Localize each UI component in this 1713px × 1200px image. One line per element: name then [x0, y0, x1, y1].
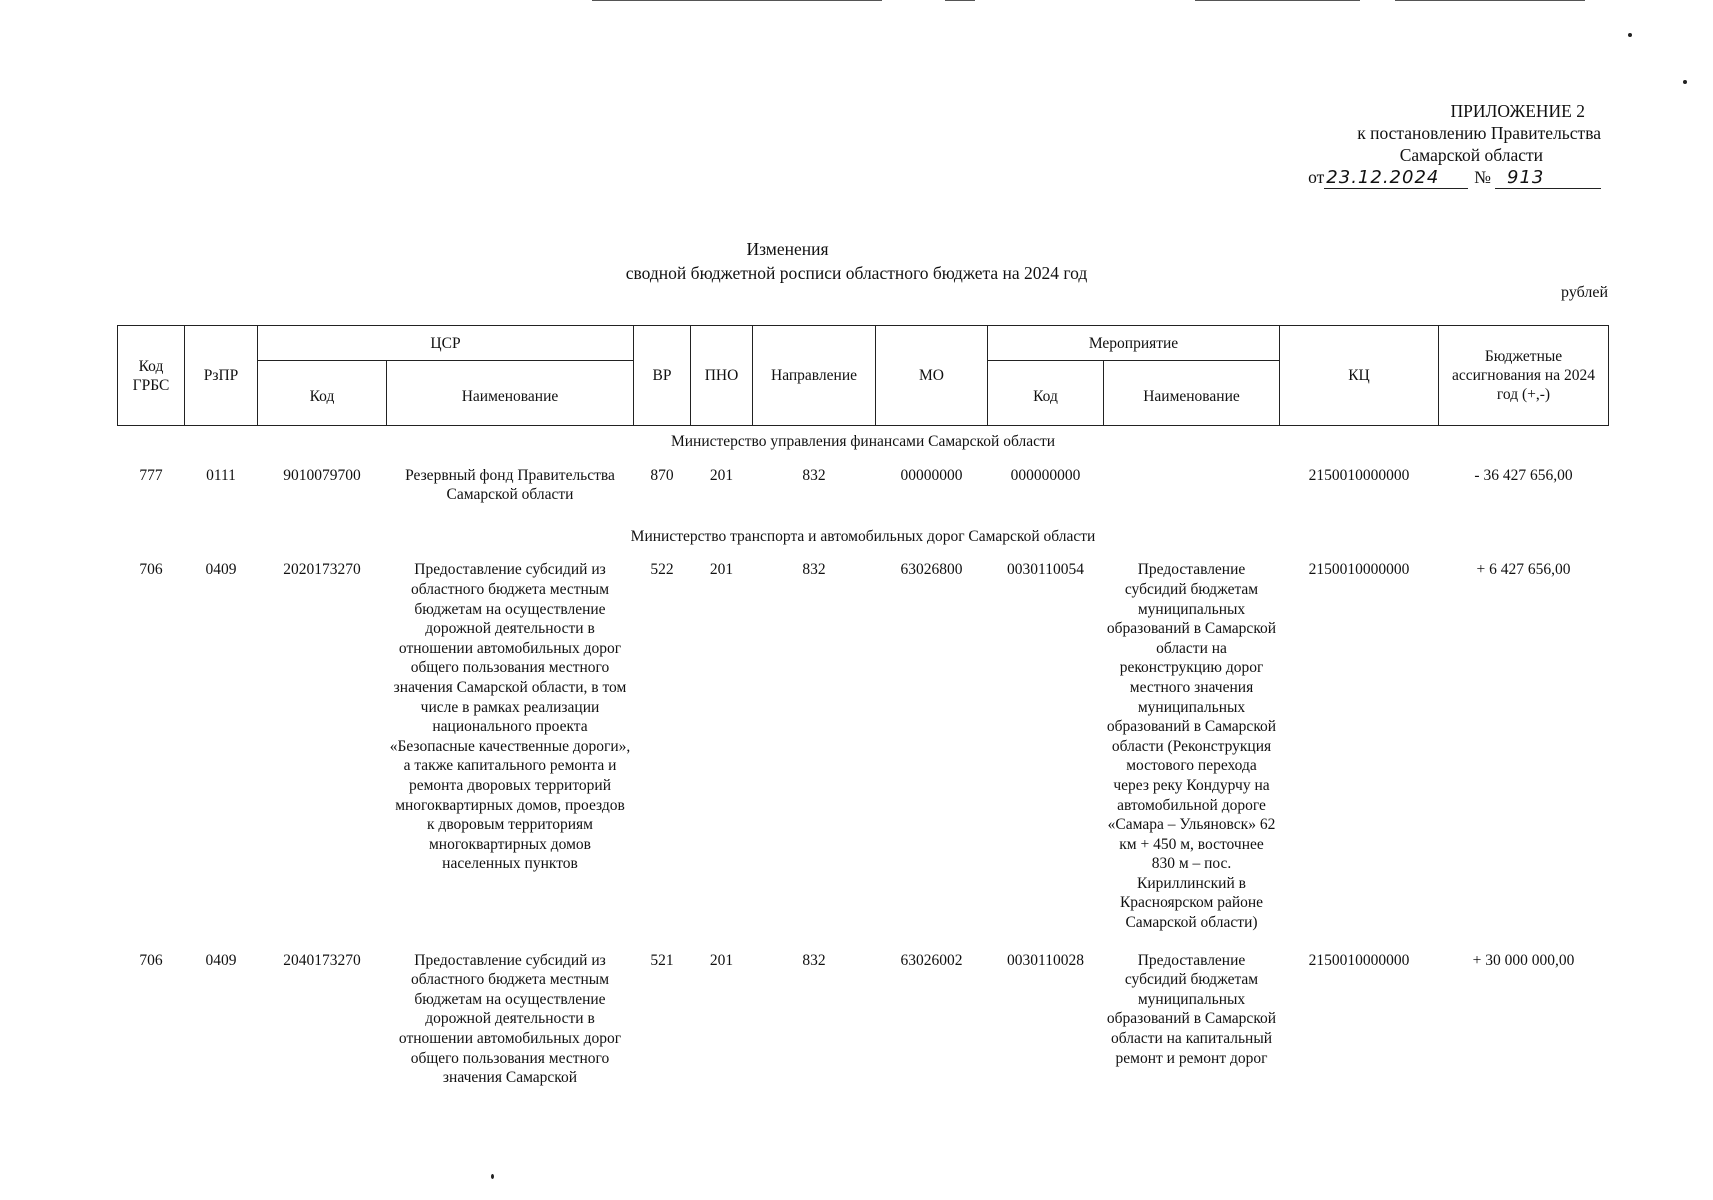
header-event-code: Код [988, 361, 1104, 426]
cell-pno: 201 [709, 466, 734, 484]
cell-event-name: Предоставление субсидий бюджетам муниципальных образований в Самарской области на реконструкцию дорог местного значения муниципальных образований в Самарской области (Реконструкция мостового перехода через реку Кондурчу на автомобильной дороге «Самара – Ульяновск» 62 км + 450 м, восточнее 830 м – пос. Кириллинский в Красноярском районе Самарской области) [1106, 561, 1277, 932]
header-mo: МО [876, 326, 988, 426]
cell-event-name [1104, 464, 1280, 521]
cell-event-name: Предоставление субсидий бюджетам муниципальных образований в Самарской области на капитальный ремонт и ремонт дорог [1106, 951, 1277, 1067]
header-csr-name: Наименование [387, 361, 634, 426]
cell-event-code: 0030110028 [1007, 951, 1084, 969]
cell-direction: 832 [802, 466, 826, 484]
handwritten-date: 23.12.2024 [1324, 168, 1468, 189]
header-vr: ВР [634, 326, 691, 426]
scan-edge-mark [592, 0, 882, 1]
header-direction: Направление [753, 326, 876, 426]
cell-amount: + 30 000 000,00 [1472, 951, 1575, 969]
scan-edge-mark [945, 0, 975, 1]
scan-edge-mark [1195, 0, 1360, 1]
budget-table [117, 325, 1609, 1104]
number-sign: № [1474, 167, 1491, 187]
annex-line-3: Самарской области [1399, 145, 1543, 165]
header-rzpr: РзПР [185, 326, 258, 426]
scan-speck [1683, 80, 1687, 84]
cell-grbs: 706 [139, 951, 163, 969]
cell-mo: 63026800 [900, 561, 963, 579]
scan-edge-mark [1395, 0, 1585, 1]
document-title: Изменения [746, 239, 829, 259]
header-pno: ПНО [691, 326, 753, 426]
cell-csr-name: Предоставление субсидий из областного бюджета местным бюджетам на осуществление дорожной деятельности в отношении автомобильных дорог общего пользования местного значения Самарской области, в том числе в рамках реализации национального проекта «Безопасные качественные дороги», а также капитального ремонта и ремонта дворовых территорий многоквартирных домов, проездов к дворовым территориям многоквартирных домов населенных пунктов [389, 561, 631, 873]
cell-pno: 201 [709, 561, 734, 579]
annex-block [1308, 100, 1601, 189]
annex-line-2: к постановлению Правительства [1357, 123, 1601, 143]
header-csr: ЦСР [258, 326, 634, 361]
section-row [118, 426, 1609, 464]
cell-vr: 521 [650, 951, 674, 969]
section-title: Министерство транспорта и автомобильных дорог Самарской области [630, 527, 1096, 545]
cell-rzpr: 0409 [205, 561, 237, 579]
header-event: Мероприятие [988, 326, 1280, 361]
header-csr-code: Код [258, 361, 387, 426]
table-header [118, 326, 1609, 426]
table-row [118, 558, 1609, 948]
scan-speck [491, 1174, 494, 1179]
document-title-block [0, 237, 1713, 285]
section-title: Министерство управления финансами Самарской области [670, 433, 1056, 450]
scan-speck [1628, 33, 1632, 37]
cell-csr-name: Резервный фонд Правительства Самарской области [405, 466, 615, 504]
table-body [118, 426, 1609, 1104]
annex-date-line [1308, 166, 1601, 189]
cell-rzpr: 0409 [205, 951, 237, 969]
cell-csr-code: 2020173270 [283, 561, 361, 579]
cell-csr-code: 9010079700 [283, 466, 361, 484]
section-row [118, 521, 1609, 559]
cell-direction: 832 [802, 951, 826, 969]
cell-amount: - 36 427 656,00 [1474, 466, 1573, 484]
cell-vr: 870 [650, 466, 674, 484]
cell-event-code: 0030110054 [1007, 561, 1084, 579]
cell-mo: 00000000 [900, 466, 963, 484]
cell-grbs: 777 [139, 466, 163, 484]
cell-pno: 201 [709, 951, 734, 969]
annex-title: ПРИЛОЖЕНИЕ 2 [1450, 101, 1585, 121]
table-row [118, 464, 1609, 521]
cell-kc: 2150010000000 [1308, 951, 1410, 969]
cell-vr: 522 [650, 561, 674, 579]
cell-rzpr: 0111 [206, 466, 236, 484]
cell-kc: 2150010000000 [1308, 561, 1410, 579]
date-prefix: от [1308, 167, 1325, 187]
cell-event-code: 000000000 [1010, 466, 1081, 484]
header-amount: Бюджетные ассигнования на 2024 год (+,-) [1439, 326, 1609, 426]
header-grbs: Код ГРБС [118, 326, 185, 426]
cell-csr-name: Предоставление субсидий из областного бюджета местным бюджетам на осуществление дорожной деятельности в отношении автомобильных дорог общего пользования местного значения Самарской [398, 951, 622, 1087]
header-kc: КЦ [1280, 326, 1439, 426]
cell-csr-code: 2040173270 [283, 951, 361, 969]
table-row [118, 949, 1609, 1104]
handwritten-number: 913 [1495, 168, 1601, 189]
units-label: рублей [1561, 284, 1608, 301]
cell-direction: 832 [802, 561, 826, 579]
cell-kc: 2150010000000 [1308, 466, 1410, 484]
cell-grbs: 706 [139, 561, 163, 579]
cell-amount: + 6 427 656,00 [1476, 561, 1571, 579]
document-subtitle: сводной бюджетной росписи областного бюджета на 2024 год [625, 263, 1088, 283]
header-event-name: Наименование [1104, 361, 1280, 426]
cell-mo: 63026002 [900, 951, 963, 969]
